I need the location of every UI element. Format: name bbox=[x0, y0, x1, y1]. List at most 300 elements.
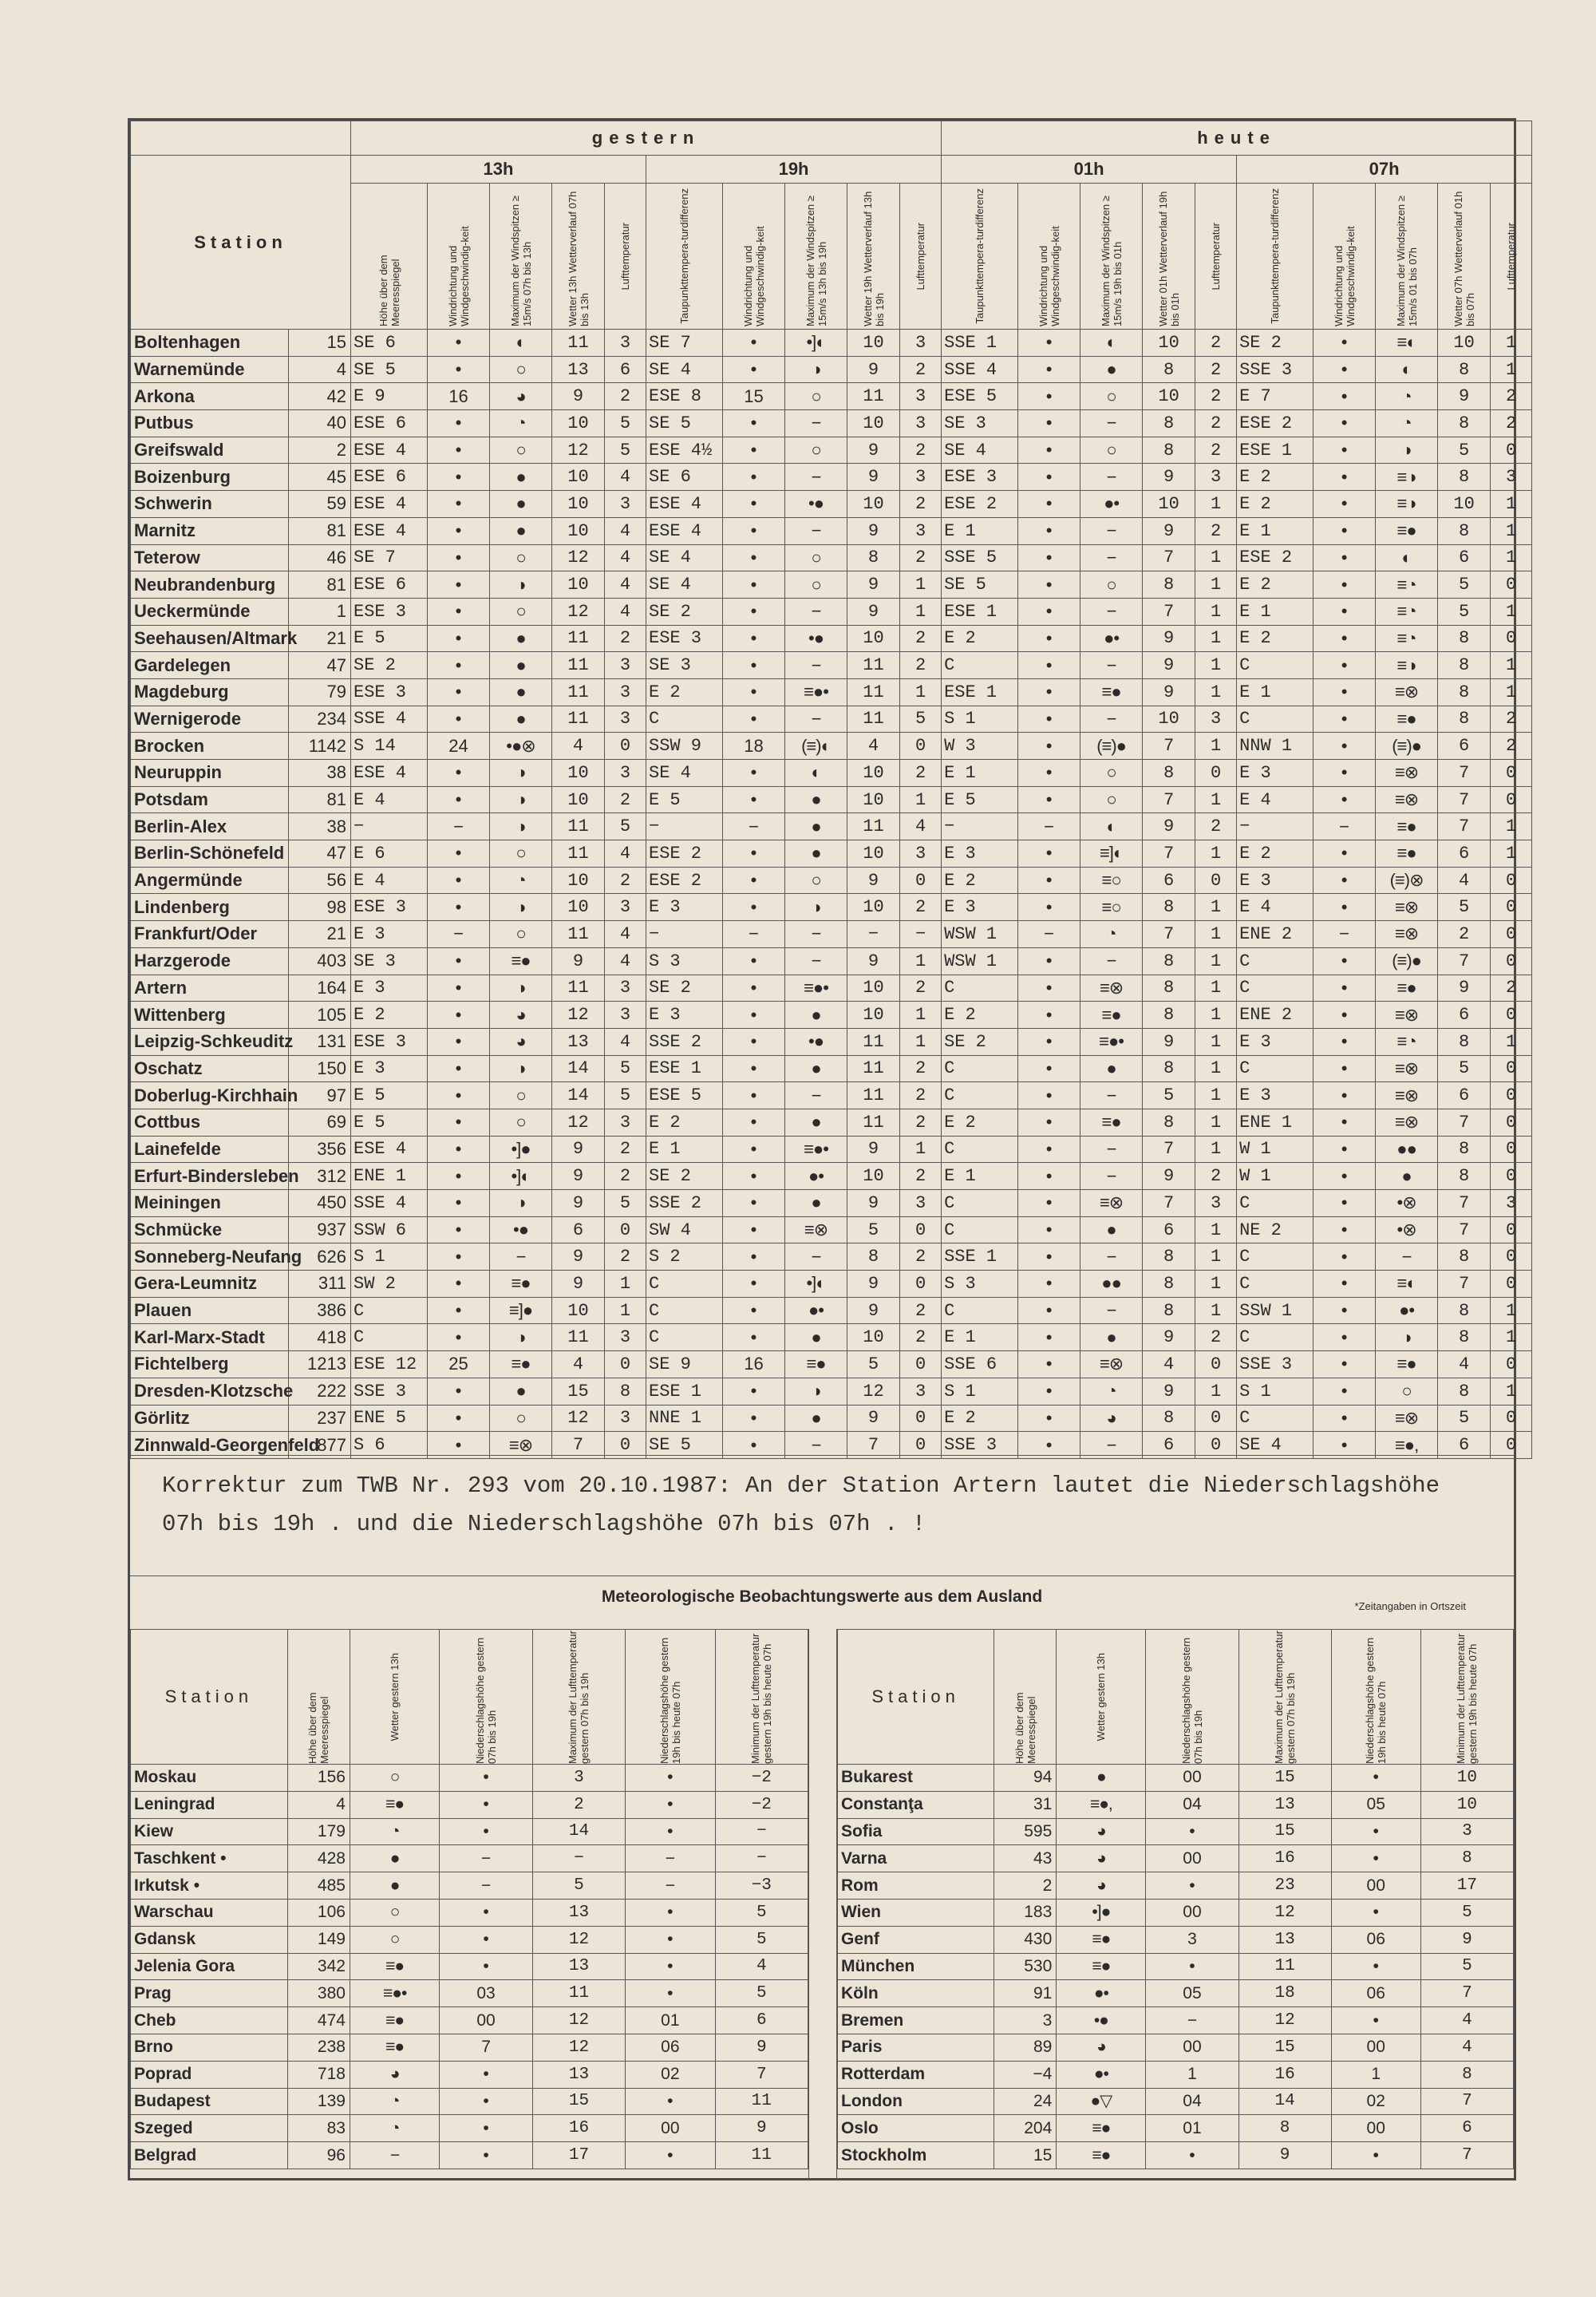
cell-w19: ● bbox=[785, 1109, 847, 1136]
cell-d13: S 1 bbox=[351, 1243, 428, 1271]
column-header-label: Windrichtung und Windgeschwindig-keit bbox=[446, 226, 471, 326]
foreign-cell-w: ◔ bbox=[350, 2088, 439, 2115]
foreign-cell-min: 11 bbox=[715, 2142, 808, 2169]
cell-td13: 3 bbox=[605, 330, 646, 357]
cell-m07: • bbox=[1314, 1163, 1376, 1190]
cell-td01: 1 bbox=[1195, 1243, 1237, 1271]
foreign-cell-min: 5 bbox=[715, 1899, 808, 1926]
foreign-cell-n2: − bbox=[626, 1845, 715, 1872]
cell-t19: 9 bbox=[847, 437, 900, 464]
column-header-cols_13h-3 bbox=[605, 184, 646, 330]
cell-d13: S 14 bbox=[351, 733, 428, 760]
cell-td07: 1 bbox=[1491, 356, 1532, 383]
foreign-cell-n2: • bbox=[626, 1765, 715, 1792]
foreign-cell-h: 179 bbox=[287, 1818, 350, 1845]
cell-m01: • bbox=[1018, 760, 1080, 787]
cell-w01: ◕ bbox=[1080, 1405, 1143, 1432]
station-row bbox=[131, 1055, 1532, 1082]
cell-td01: 0 bbox=[1195, 867, 1237, 894]
cell-td01: 1 bbox=[1195, 947, 1237, 975]
station-row bbox=[131, 517, 1532, 544]
cell-h: 877 bbox=[289, 1432, 351, 1459]
cell-t07: 6 bbox=[1438, 544, 1491, 571]
column-header-cols_13h-4 bbox=[646, 184, 723, 330]
cell-t13: 11 bbox=[552, 921, 605, 948]
cell-m01: • bbox=[1018, 1378, 1080, 1405]
cell-w13: ● bbox=[490, 652, 552, 679]
cell-m19: 18 bbox=[723, 733, 785, 760]
foreign-station-name: Oslo bbox=[838, 2115, 994, 2142]
station-name: Brocken bbox=[131, 733, 289, 760]
domestic-observations-table bbox=[130, 121, 1532, 1459]
cell-t13: 10 bbox=[552, 517, 605, 544]
cell-w01: ●• bbox=[1080, 625, 1143, 652]
foreign-cell-n1: − bbox=[440, 1845, 532, 1872]
cell-d07: ESE 2 bbox=[1237, 410, 1314, 437]
cell-t07: 8 bbox=[1438, 1163, 1491, 1190]
foreign-cell-n1: • bbox=[440, 1765, 532, 1792]
foreign-cell-h: 2 bbox=[994, 1872, 1057, 1900]
foreign-cell-w: ◔ bbox=[350, 1818, 439, 1845]
foreign-station-name: Budapest bbox=[131, 2088, 288, 2115]
cell-m19: • bbox=[723, 625, 785, 652]
cell-d01: W 3 bbox=[942, 733, 1018, 760]
cell-w13: ≡● bbox=[490, 1351, 552, 1378]
foreign-station-name: Poprad bbox=[131, 2061, 288, 2088]
cell-w07: ○ bbox=[1376, 1378, 1438, 1405]
cell-w19: − bbox=[785, 410, 847, 437]
cell-m01: • bbox=[1018, 356, 1080, 383]
cell-t19: 10 bbox=[847, 975, 900, 1002]
cell-t07: 8 bbox=[1438, 625, 1491, 652]
station-row bbox=[131, 867, 1532, 894]
foreign-row bbox=[838, 1872, 1514, 1900]
cell-h: 15 bbox=[289, 330, 351, 357]
cell-t13: 9 bbox=[552, 947, 605, 975]
cell-t07: 8 bbox=[1438, 356, 1491, 383]
cell-t07: 6 bbox=[1438, 1002, 1491, 1029]
cell-w13: •●⊗ bbox=[490, 733, 552, 760]
cell-m01: • bbox=[1018, 786, 1080, 813]
cell-t19: 8 bbox=[847, 544, 900, 571]
station-row bbox=[131, 786, 1532, 813]
cell-t01: 8 bbox=[1143, 356, 1195, 383]
cell-t07: 7 bbox=[1438, 1271, 1491, 1298]
cell-t01: 10 bbox=[1143, 491, 1195, 518]
foreign-cell-max: 12 bbox=[532, 2007, 625, 2034]
cell-d13: E 4 bbox=[351, 786, 428, 813]
foreign-cell-max: 2 bbox=[532, 1791, 625, 1818]
cell-h: 47 bbox=[289, 652, 351, 679]
cell-d07: SE 2 bbox=[1237, 330, 1314, 357]
cell-m01: • bbox=[1018, 464, 1080, 491]
cell-td01: 2 bbox=[1195, 330, 1237, 357]
cell-d19: ESE 4 bbox=[646, 491, 723, 518]
cell-h: 222 bbox=[289, 1378, 351, 1405]
foreign-cell-n2: • bbox=[626, 1818, 715, 1845]
cell-m01: • bbox=[1018, 410, 1080, 437]
cell-t07: 8 bbox=[1438, 706, 1491, 733]
cell-m01: − bbox=[1018, 813, 1080, 840]
cell-m19: • bbox=[723, 437, 785, 464]
foreign-row bbox=[131, 1926, 808, 1953]
foreign-cell-n1: 00 bbox=[1146, 2034, 1238, 2061]
column-header-cols_19h-0 bbox=[723, 184, 785, 330]
foreign-cell-n1: 7 bbox=[440, 2034, 532, 2061]
cell-w07: ≡⊗ bbox=[1376, 1109, 1438, 1136]
cell-d13: ESE 4 bbox=[351, 1136, 428, 1163]
cell-w13: ○ bbox=[490, 1405, 552, 1432]
foreign-row bbox=[838, 1899, 1514, 1926]
cell-td01: 2 bbox=[1195, 1163, 1237, 1190]
cell-w07: − bbox=[1376, 1243, 1438, 1271]
cell-t01: 8 bbox=[1143, 1405, 1195, 1432]
cell-w19: − bbox=[785, 517, 847, 544]
cell-d13: SE 2 bbox=[351, 652, 428, 679]
foreign-cell-w: ◔ bbox=[350, 2115, 439, 2142]
cell-t19: 9 bbox=[847, 1190, 900, 1217]
cell-td07: 1 bbox=[1491, 491, 1532, 518]
cell-m07: • bbox=[1314, 760, 1376, 787]
cell-d01: C bbox=[942, 652, 1018, 679]
cell-t13: 10 bbox=[552, 1297, 605, 1324]
cell-td13: 4 bbox=[605, 517, 646, 544]
cell-td01: 1 bbox=[1195, 1297, 1237, 1324]
station-row bbox=[131, 1405, 1532, 1432]
foreign-cell-max: 3 bbox=[532, 1765, 625, 1792]
foreign-row bbox=[838, 2061, 1514, 2088]
foreign-cell-min: 7 bbox=[1420, 1980, 1513, 2007]
cell-w07: (≡)● bbox=[1376, 733, 1438, 760]
cell-td19: 2 bbox=[900, 1082, 942, 1109]
cell-d13: E 3 bbox=[351, 1055, 428, 1082]
cell-d07: C bbox=[1237, 1190, 1314, 1217]
foreign-row bbox=[838, 1980, 1514, 2007]
cell-w13: ○ bbox=[490, 921, 552, 948]
cell-w13: ◔ bbox=[490, 867, 552, 894]
cell-w01: ◐ bbox=[1080, 813, 1143, 840]
foreign-station-name: Bremen bbox=[838, 2007, 994, 2034]
cell-w19: •]◐ bbox=[785, 1271, 847, 1298]
header-01h: 01h bbox=[942, 156, 1237, 184]
cell-td01: 1 bbox=[1195, 975, 1237, 1002]
cell-m19: • bbox=[723, 1055, 785, 1082]
station-row bbox=[131, 1271, 1532, 1298]
foreign-row bbox=[131, 2115, 808, 2142]
cell-td01: 2 bbox=[1195, 1324, 1237, 1351]
cell-td01: 1 bbox=[1195, 1378, 1237, 1405]
cell-td07: 0 bbox=[1491, 1432, 1532, 1459]
cell-t13: 12 bbox=[552, 544, 605, 571]
cell-td19: 0 bbox=[900, 1405, 942, 1432]
foreign-cell-min: −2 bbox=[715, 1791, 808, 1818]
column-header-label: Lufttemperatur bbox=[915, 222, 927, 291]
cell-m07: • bbox=[1314, 1405, 1376, 1432]
cell-w07: ● bbox=[1376, 1163, 1438, 1190]
foreign-cell-n1: • bbox=[1146, 1872, 1238, 1900]
column-header-label: Lufttemperatur bbox=[1210, 222, 1223, 291]
foreign-cell-max: 13 bbox=[1238, 1926, 1331, 1953]
cell-w07: ≡● bbox=[1376, 975, 1438, 1002]
cell-t13: 12 bbox=[552, 1405, 605, 1432]
foreign-header-3 bbox=[1146, 1630, 1238, 1765]
foreign-cell-min: 11 bbox=[715, 2088, 808, 2115]
foreign-cell-w: ●• bbox=[1057, 1980, 1146, 2007]
cell-t01: 5 bbox=[1143, 1082, 1195, 1109]
station-row bbox=[131, 947, 1532, 975]
cell-t19: 10 bbox=[847, 786, 900, 813]
cell-td07: 0 bbox=[1491, 1271, 1532, 1298]
station-name: Angermünde bbox=[131, 867, 289, 894]
foreign-cell-max: 9 bbox=[1238, 2142, 1331, 2169]
cell-m01: • bbox=[1018, 1271, 1080, 1298]
column-header-label: Taupunkttempera-turdifferenz bbox=[974, 188, 986, 324]
cell-w13: ≡]● bbox=[490, 1297, 552, 1324]
cell-d19: SE 4 bbox=[646, 571, 723, 599]
foreign-cell-w: ○ bbox=[350, 1765, 439, 1792]
cell-td13: 2 bbox=[605, 625, 646, 652]
cell-m13: • bbox=[428, 1055, 490, 1082]
cell-d07: SSE 3 bbox=[1237, 356, 1314, 383]
cell-h: 21 bbox=[289, 625, 351, 652]
cell-t13: 10 bbox=[552, 464, 605, 491]
cell-d01: C bbox=[942, 1136, 1018, 1163]
cell-t07: 8 bbox=[1438, 1028, 1491, 1055]
cell-w01: − bbox=[1080, 652, 1143, 679]
cell-w07: ≡◑ bbox=[1376, 652, 1438, 679]
foreign-cell-h: 485 bbox=[287, 1872, 350, 1900]
cell-t07: 5 bbox=[1438, 437, 1491, 464]
cell-t19: 10 bbox=[847, 1002, 900, 1029]
cell-m07: • bbox=[1314, 464, 1376, 491]
foreign-header-label: Minimum der Lufttemperatur gestern 19h bis heute 07h bbox=[749, 1633, 774, 1764]
cell-d07: C bbox=[1237, 706, 1314, 733]
cell-h: 38 bbox=[289, 760, 351, 787]
cell-td07: 0 bbox=[1491, 1243, 1532, 1271]
foreign-cell-w: ◕ bbox=[1057, 1845, 1146, 1872]
cell-td01: 1 bbox=[1195, 1028, 1237, 1055]
cell-w13: ≡● bbox=[490, 1271, 552, 1298]
weather-bulletin-sheet bbox=[128, 118, 1516, 2180]
cell-t13: 10 bbox=[552, 491, 605, 518]
cell-w19: ≡● bbox=[785, 1351, 847, 1378]
station-row bbox=[131, 921, 1532, 948]
cell-m19: • bbox=[723, 894, 785, 921]
cell-d01: E 3 bbox=[942, 840, 1018, 868]
cell-d07: C bbox=[1237, 1271, 1314, 1298]
foreign-station-name: München bbox=[838, 1953, 994, 1980]
cell-w07: ≡⊗ bbox=[1376, 786, 1438, 813]
cell-m01: • bbox=[1018, 1243, 1080, 1271]
cell-m01: − bbox=[1018, 921, 1080, 948]
cell-t19: 9 bbox=[847, 598, 900, 625]
cell-w07: ≡◔ bbox=[1376, 625, 1438, 652]
cell-d13: E 3 bbox=[351, 921, 428, 948]
cell-d13: SSE 3 bbox=[351, 1378, 428, 1405]
cell-w19: ○ bbox=[785, 383, 847, 410]
cell-td19: 3 bbox=[900, 840, 942, 868]
foreign-cell-n1: 05 bbox=[1146, 1980, 1238, 2007]
foreign-row bbox=[838, 1818, 1514, 1845]
station-row bbox=[131, 1136, 1532, 1163]
cell-d01: E 5 bbox=[942, 786, 1018, 813]
cell-d01: SE 5 bbox=[942, 571, 1018, 599]
cell-w01: − bbox=[1080, 464, 1143, 491]
cell-td13: 3 bbox=[605, 491, 646, 518]
cell-w07: ◑ bbox=[1376, 437, 1438, 464]
cell-t19: 4 bbox=[847, 733, 900, 760]
cell-d19: ESE 4½ bbox=[646, 437, 723, 464]
cell-d13: E 2 bbox=[351, 1002, 428, 1029]
cell-d13: SSE 4 bbox=[351, 706, 428, 733]
cell-d01: C bbox=[942, 1297, 1018, 1324]
cell-d13: SSW 6 bbox=[351, 1216, 428, 1243]
cell-w01: − bbox=[1080, 947, 1143, 975]
correction-note-area bbox=[130, 1455, 1514, 1576]
cell-td19: 2 bbox=[900, 894, 942, 921]
foreign-cell-h: 474 bbox=[287, 2007, 350, 2034]
cell-m07: • bbox=[1314, 330, 1376, 357]
cell-t19: 11 bbox=[847, 652, 900, 679]
foreign-cell-h: 342 bbox=[287, 1953, 350, 1980]
station-name: Ueckermünde bbox=[131, 598, 289, 625]
station-name: Gera-Leumnitz bbox=[131, 1271, 289, 1298]
cell-w07: ◔ bbox=[1376, 410, 1438, 437]
station-name: Gardelegen bbox=[131, 652, 289, 679]
cell-t13: 11 bbox=[552, 330, 605, 357]
cell-m19: • bbox=[723, 652, 785, 679]
cell-m19: 15 bbox=[723, 383, 785, 410]
foreign-cell-n2: • bbox=[1331, 1845, 1420, 1872]
cell-d01: SSE 6 bbox=[942, 1351, 1018, 1378]
foreign-row bbox=[131, 1872, 808, 1900]
cell-m07: • bbox=[1314, 625, 1376, 652]
cell-td13: 3 bbox=[605, 894, 646, 921]
cell-td19: 2 bbox=[900, 625, 942, 652]
cell-w13: ○ bbox=[490, 544, 552, 571]
cell-m01: • bbox=[1018, 1405, 1080, 1432]
cell-t07: 2 bbox=[1438, 921, 1491, 948]
station-row bbox=[131, 598, 1532, 625]
foreign-cell-max: 16 bbox=[532, 2115, 625, 2142]
cell-t19: 9 bbox=[847, 1405, 900, 1432]
cell-m13: • bbox=[428, 706, 490, 733]
cell-d19: ESE 2 bbox=[646, 840, 723, 868]
foreign-cell-n2: • bbox=[1331, 1899, 1420, 1926]
cell-w19: − bbox=[785, 598, 847, 625]
cell-d13: ESE 3 bbox=[351, 598, 428, 625]
cell-d01: SE 3 bbox=[942, 410, 1018, 437]
foreign-station-name: Kiew bbox=[131, 1818, 288, 1845]
foreign-cell-w: ● bbox=[1057, 1765, 1146, 1792]
cell-m19: • bbox=[723, 1324, 785, 1351]
cell-m13: − bbox=[428, 921, 490, 948]
cell-m13: • bbox=[428, 1190, 490, 1217]
station-row bbox=[131, 544, 1532, 571]
cell-td07: 1 bbox=[1491, 813, 1532, 840]
foreign-cell-max: 13 bbox=[1238, 1791, 1331, 1818]
cell-h: 1213 bbox=[289, 1351, 351, 1378]
cell-d07: E 7 bbox=[1237, 383, 1314, 410]
cell-td13: 0 bbox=[605, 733, 646, 760]
cell-t13: 10 bbox=[552, 760, 605, 787]
cell-m19: • bbox=[723, 760, 785, 787]
cell-w13: ≡⊗ bbox=[490, 1432, 552, 1459]
cell-td07: 1 bbox=[1491, 840, 1532, 868]
cell-td13: 3 bbox=[605, 706, 646, 733]
cell-d07: NNW 1 bbox=[1237, 733, 1314, 760]
cell-t13: 11 bbox=[552, 840, 605, 868]
cell-h: 356 bbox=[289, 1136, 351, 1163]
cell-t07: 8 bbox=[1438, 652, 1491, 679]
cell-w19: ○ bbox=[785, 544, 847, 571]
cell-td13: 3 bbox=[605, 1405, 646, 1432]
cell-td19: 2 bbox=[900, 356, 942, 383]
cell-d13: ESE 3 bbox=[351, 1028, 428, 1055]
cell-td07: 1 bbox=[1491, 678, 1532, 706]
foreign-cell-min: −3 bbox=[715, 1872, 808, 1900]
foreign-cell-n1: • bbox=[440, 1953, 532, 1980]
cell-w13: − bbox=[490, 1243, 552, 1271]
cell-w19: ◐ bbox=[785, 760, 847, 787]
foreign-cell-n2: 00 bbox=[1331, 1872, 1420, 1900]
cell-td07: 0 bbox=[1491, 894, 1532, 921]
cell-m19: • bbox=[723, 786, 785, 813]
foreign-cell-n2: • bbox=[626, 2088, 715, 2115]
cell-w01: ● bbox=[1080, 1324, 1143, 1351]
cell-d07: ESE 1 bbox=[1237, 437, 1314, 464]
cell-d07: E 2 bbox=[1237, 625, 1314, 652]
cell-d01: − bbox=[942, 813, 1018, 840]
cell-td01: 1 bbox=[1195, 921, 1237, 948]
cell-m19: − bbox=[723, 813, 785, 840]
cell-td07: 2 bbox=[1491, 706, 1532, 733]
cell-d13: − bbox=[351, 813, 428, 840]
cell-d07: ENE 2 bbox=[1237, 921, 1314, 948]
column-header-cols_01h-0 bbox=[1018, 184, 1080, 330]
cell-td19: 2 bbox=[900, 1163, 942, 1190]
cell-t07: 5 bbox=[1438, 894, 1491, 921]
foreign-cell-h: 428 bbox=[287, 1845, 350, 1872]
cell-d07: W 1 bbox=[1237, 1163, 1314, 1190]
foreign-header-label: Niederschlagshöhe gestern 07h bis 19h bbox=[474, 1637, 499, 1764]
station-row bbox=[131, 706, 1532, 733]
cell-td07: 1 bbox=[1491, 544, 1532, 571]
cell-td19: 2 bbox=[900, 1243, 942, 1271]
station-name: Doberlug-Kirchhain bbox=[131, 1082, 289, 1109]
cell-d07: SSW 1 bbox=[1237, 1297, 1314, 1324]
cell-d01: WSW 1 bbox=[942, 947, 1018, 975]
cell-td07: 0 bbox=[1491, 786, 1532, 813]
cell-m13: • bbox=[428, 598, 490, 625]
cell-w13: ◐ bbox=[490, 330, 552, 357]
cell-w07: ≡⊗ bbox=[1376, 1002, 1438, 1029]
cell-t01: 7 bbox=[1143, 733, 1195, 760]
cell-td07: 0 bbox=[1491, 947, 1532, 975]
cell-t13: 6 bbox=[552, 1216, 605, 1243]
cell-w19: − bbox=[785, 947, 847, 975]
foreign-header-4 bbox=[532, 1630, 625, 1765]
foreign-cell-max: 16 bbox=[1238, 1845, 1331, 1872]
foreign-cell-max: 13 bbox=[532, 2061, 625, 2088]
cell-m07: • bbox=[1314, 678, 1376, 706]
cell-d19: E 2 bbox=[646, 678, 723, 706]
foreign-station-name: Brno bbox=[131, 2034, 288, 2061]
cell-w01: ○ bbox=[1080, 437, 1143, 464]
cell-m19: • bbox=[723, 410, 785, 437]
station-name: Seehausen/Altmark bbox=[131, 625, 289, 652]
header-19h: 19h bbox=[646, 156, 942, 184]
